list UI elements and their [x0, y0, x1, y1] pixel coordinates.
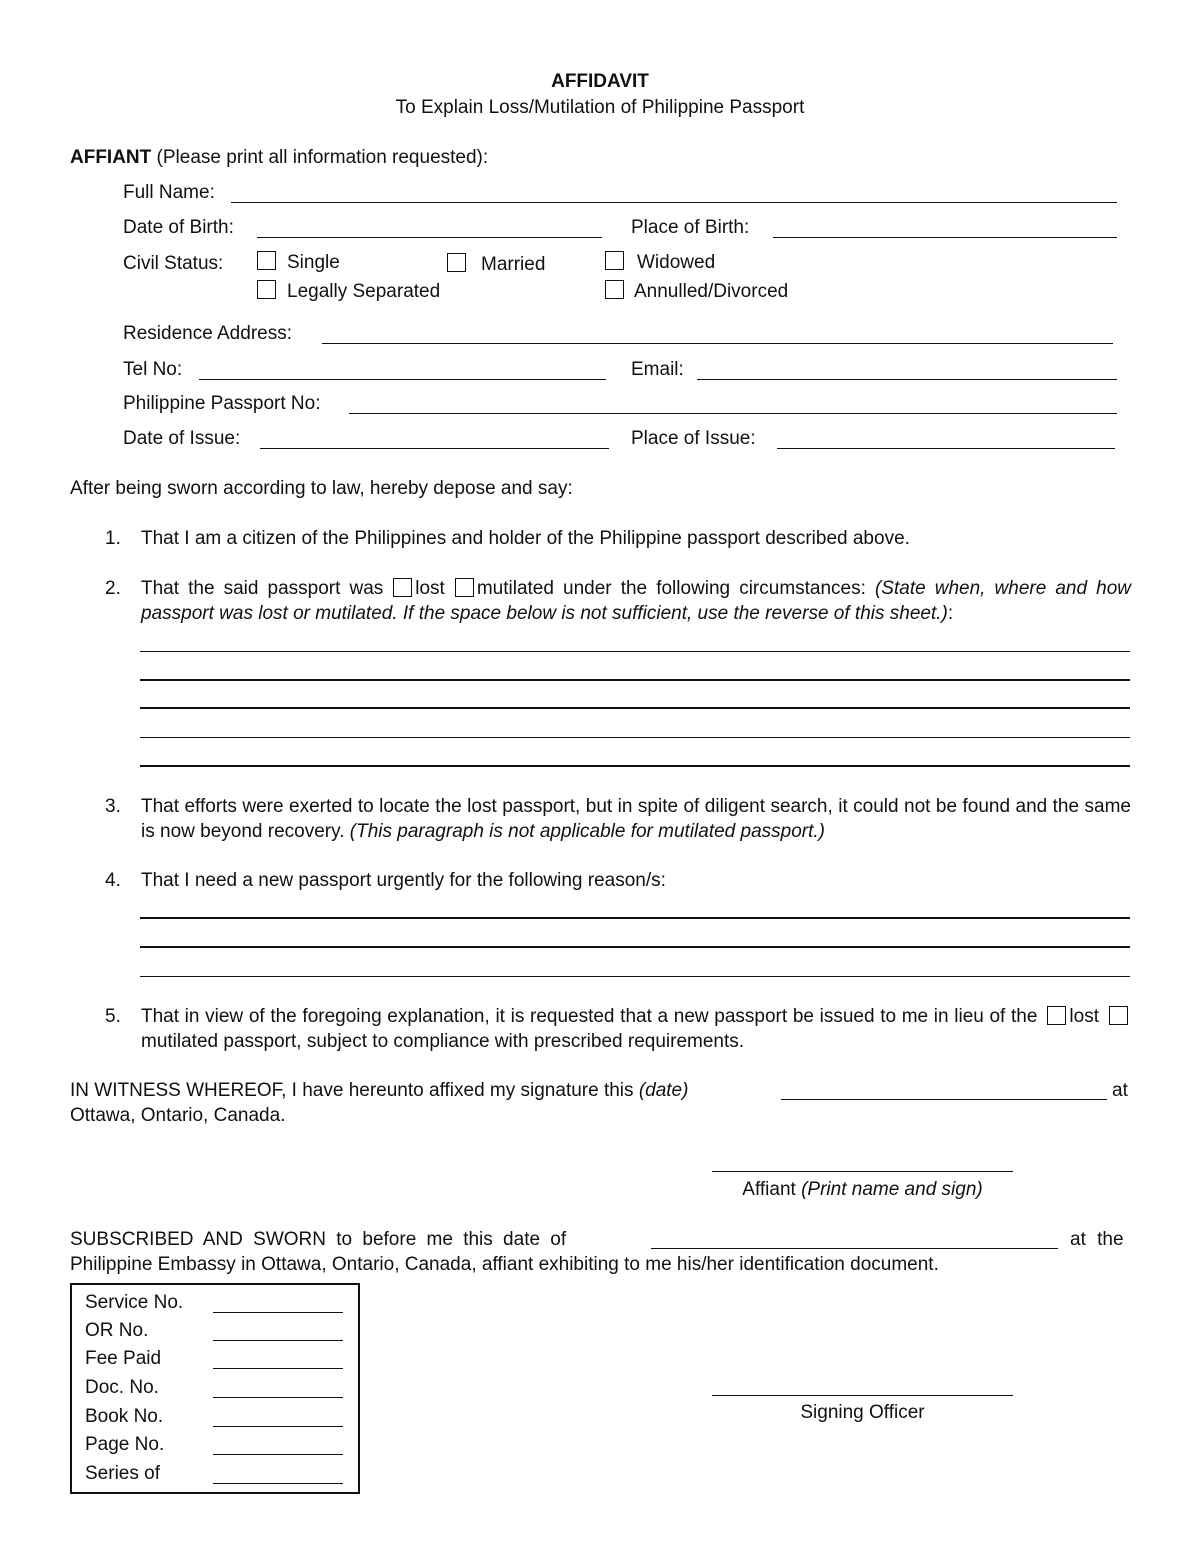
witness-place: Ottawa, Ontario, Canada. — [70, 1105, 286, 1126]
item-3-text: That efforts were exerted to locate the lost passport, but in spite of diligent search, it could not be found and the same is now beyond recovery. (This paragraph is not applicable for mutilated passport.) — [141, 796, 1131, 842]
passport-no-label: Philippine Passport No: — [123, 393, 321, 414]
sworn-at-the: at the — [1070, 1229, 1124, 1250]
item-1-text: That I am a citizen of the Philippines and holder of the Philippine passport described above. — [141, 528, 910, 549]
item-1-number: 1. — [105, 528, 121, 549]
full-name-field[interactable] — [231, 202, 1117, 203]
date-of-issue-field[interactable] — [260, 448, 609, 449]
doc-no-field[interactable] — [213, 1397, 343, 1398]
fee-paid-field[interactable] — [213, 1368, 343, 1369]
service-no-label: Service No. — [85, 1292, 184, 1313]
document-subtitle: To Explain Loss/Mutilation of Philippine Passport — [395, 97, 805, 118]
single-label: Single — [287, 252, 340, 273]
legally-separated-label: Legally Separated — [287, 281, 441, 302]
place-of-issue-field[interactable] — [777, 448, 1115, 449]
item-5-number: 5. — [105, 1006, 121, 1027]
date-of-birth-label: Date of Birth: — [123, 217, 234, 238]
mutilated-checkbox[interactable] — [455, 578, 474, 597]
email-field[interactable] — [697, 379, 1117, 380]
witness-date-field[interactable] — [781, 1099, 1107, 1100]
email-label: Email: — [631, 359, 684, 380]
place-of-birth-field[interactable] — [773, 237, 1117, 238]
circumstances-line[interactable] — [140, 707, 1130, 709]
married-checkbox[interactable] — [447, 253, 466, 272]
annulled-divorced-checkbox[interactable] — [605, 280, 624, 299]
reason-line[interactable] — [140, 976, 1130, 977]
item-5-text: That in view of the foregoing explanation, it is requested that a new passport be issued to me in lieu of the lostmutilated passport, subject to compliance with prescribed requirements. — [141, 1004, 1131, 1054]
item-3-number: 3. — [105, 796, 121, 817]
sworn-text: SUBSCRIBED AND SWORN to before me this date of — [70, 1229, 567, 1250]
doc-no-label: Doc. No. — [85, 1377, 159, 1398]
legally-separated-checkbox[interactable] — [257, 280, 276, 299]
officer-signature-line[interactable] — [712, 1395, 1013, 1396]
single-checkbox[interactable] — [257, 251, 276, 270]
tel-no-label: Tel No: — [123, 359, 183, 380]
passport-no-field[interactable] — [349, 413, 1117, 414]
tel-no-field[interactable] — [199, 379, 606, 380]
signing-officer-label: Signing Officer — [800, 1402, 925, 1423]
residence-address-label: Residence Address: — [123, 323, 292, 344]
place-of-issue-label: Place of Issue: — [631, 428, 756, 449]
full-name-label: Full Name: — [123, 182, 215, 203]
residence-address-field[interactable] — [322, 343, 1113, 344]
annulled-divorced-label: Annulled/Divorced — [634, 281, 789, 302]
series-of-label: Series of — [85, 1463, 160, 1484]
lost-checkbox[interactable] — [393, 578, 412, 597]
place-of-birth-label: Place of Birth: — [631, 217, 750, 238]
sworn-text-2: Philippine Embassy in Ottawa, Ontario, Canada, affiant exhibiting to me his/her identification document. — [70, 1254, 939, 1275]
item-4-number: 4. — [105, 870, 121, 891]
witness-at: at — [1112, 1080, 1128, 1101]
deposition-intro: After being sworn according to law, hereby depose and say: — [70, 478, 573, 499]
widowed-checkbox[interactable] — [605, 251, 624, 270]
service-no-field[interactable] — [213, 1312, 343, 1313]
widowed-label: Widowed — [637, 252, 716, 273]
item-2-text: That the said passport was lost mutilated under the following circumstances: (State when, where and how passport was lost or mutilated. If the space below is not sufficient, use the reverse of this sheet.): — [141, 578, 1131, 624]
fee-paid-label: Fee Paid — [85, 1348, 162, 1369]
date-of-issue-label: Date of Issue: — [123, 428, 241, 449]
reason-line[interactable] — [140, 946, 1130, 948]
circumstances-line[interactable] — [140, 679, 1130, 681]
circumstances-line[interactable] — [140, 765, 1130, 767]
book-no-field[interactable] — [213, 1426, 343, 1427]
book-no-label: Book No. — [85, 1406, 164, 1427]
or-no-field[interactable] — [213, 1340, 343, 1341]
married-label: Married — [481, 254, 546, 275]
lost-checkbox-2[interactable] — [1047, 1006, 1066, 1025]
document-title: AFFIDAVIT — [551, 71, 649, 92]
or-no-label: OR No. — [85, 1320, 149, 1341]
affiant-signature-label: Affiant (Print name and sign) — [742, 1179, 983, 1200]
sworn-date-field[interactable] — [651, 1248, 1058, 1249]
date-of-birth-field[interactable] — [257, 237, 602, 238]
civil-status-label: Civil Status: — [123, 253, 224, 274]
series-of-field[interactable] — [213, 1483, 343, 1484]
circumstances-line[interactable] — [140, 737, 1130, 738]
item-2-number: 2. — [105, 578, 121, 599]
mutilated-checkbox-2[interactable] — [1109, 1006, 1128, 1025]
page-no-field[interactable] — [213, 1454, 343, 1455]
page-no-label: Page No. — [85, 1434, 165, 1455]
reason-line[interactable] — [140, 917, 1130, 919]
circumstances-line[interactable] — [140, 651, 1130, 652]
affiant-heading: AFFIANT (Please print all information requested): — [70, 147, 489, 168]
item-4-text: That I need a new passport urgently for the following reason/s: — [141, 870, 666, 891]
witness-text: IN WITNESS WHEREOF, I have hereunto affixed my signature this (date) — [70, 1080, 689, 1101]
affiant-signature-line[interactable] — [712, 1171, 1013, 1172]
